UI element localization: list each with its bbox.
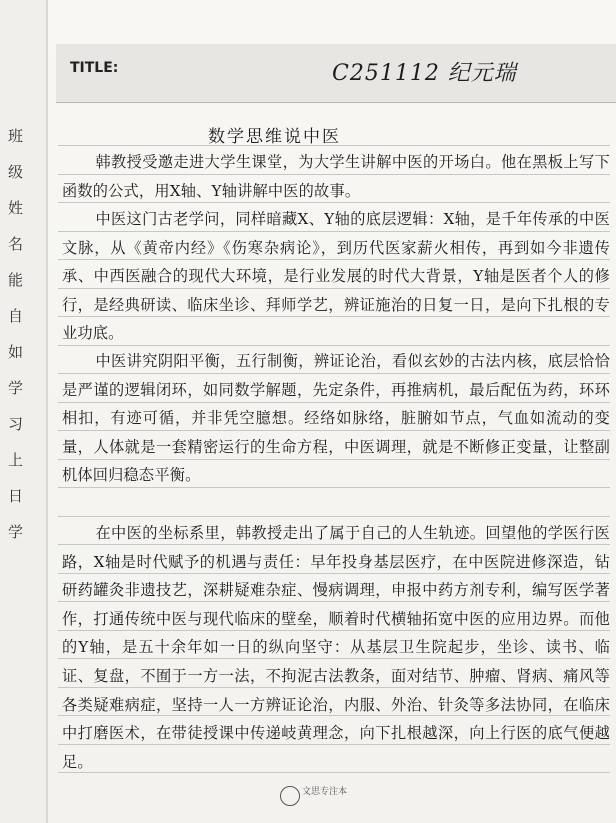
paragraph-2: 中医这门古老学问，同样暗藏X、Y轴的底层逻辑：X轴，是千年传承的中医文脉，从《黄帝内经》《伤寒杂病论》，到历代医家薪火相传，再到如今非遗传承、中西医融合的现代大环境，是行业发展的时代大背景，Y轴是医者个人的修行，是经典研读、临床坐诊、拜师学艺，辨证施治的日复一日，是向下扎根的专业功底。 <box>62 210 610 343</box>
paragraph-1: 韩教授受邀走进大学生课堂，为大学生讲解中医的开场白。他在黑板上写下函数的公式，用X轴、Y轴讲解中医的故事。 <box>62 153 610 200</box>
stamp-logo-icon <box>280 786 300 806</box>
essay-title: 数学思维说中医 <box>208 127 341 147</box>
paragraph-3: 中医讲究阴阳平衡，五行制衡，辨证论治，看似玄妙的古法内核，底层恰恰是严谨的逻辑闭环，如同数学解题，先定条件，再推病机，最后配伍为药，环环相扣，有迹可循，并非凭空臆想。经络如脉络，脏腑如节点，气血如流动的变量，人体就是一套精密运行的生命方程，中医调理，就是不断修正变量，让整副机体回归稳态平衡。 <box>62 352 610 485</box>
margin-notes: 班 级 姓 名 能 自 如 学 习 上 日 学 <box>8 127 24 541</box>
title-label: TITLE: <box>70 60 119 76</box>
publisher-stamp <box>280 786 370 806</box>
title-value: C251112 纪元瑞 <box>332 61 517 86</box>
ruled-line <box>58 516 610 517</box>
binding-line <box>46 0 48 823</box>
essay-body <box>58 118 610 798</box>
left-margin-strip <box>0 0 46 823</box>
title-header <box>56 44 616 103</box>
stamp-text: 文思专注本 <box>302 787 348 797</box>
paragraph-4: 在中医的坐标系里，韩教授走出了属于自己的人生轨迹。回望他的学医行医路，X轴是时代赋予的机遇与责任：早年投身基层医疗，在中医院进修深造，钻研药罐灸非遗技艺，深耕疑难杂症、慢病调理，申报中药方剂专利，编写医学著作，打通传统中医与现代临床的壁垒，顺着时代横轴拓宽中医的应用边界。而他的Y轴，是五十余年如一日的纵向坚守：从基层卫生院起步，坐诊、读书、临证、复盘，不囿于一方一法，不拘泥古法教条，面对结节、肿瘤、肾病、痛风等各类疑难病症，坚持一人一方辨证论治，内服、外治、针灸等多法协同，在临床中打磨医术，在带徒授课中传递岐黄理念，向下扎根越深，向上行医的底气便越足。 <box>62 524 610 771</box>
